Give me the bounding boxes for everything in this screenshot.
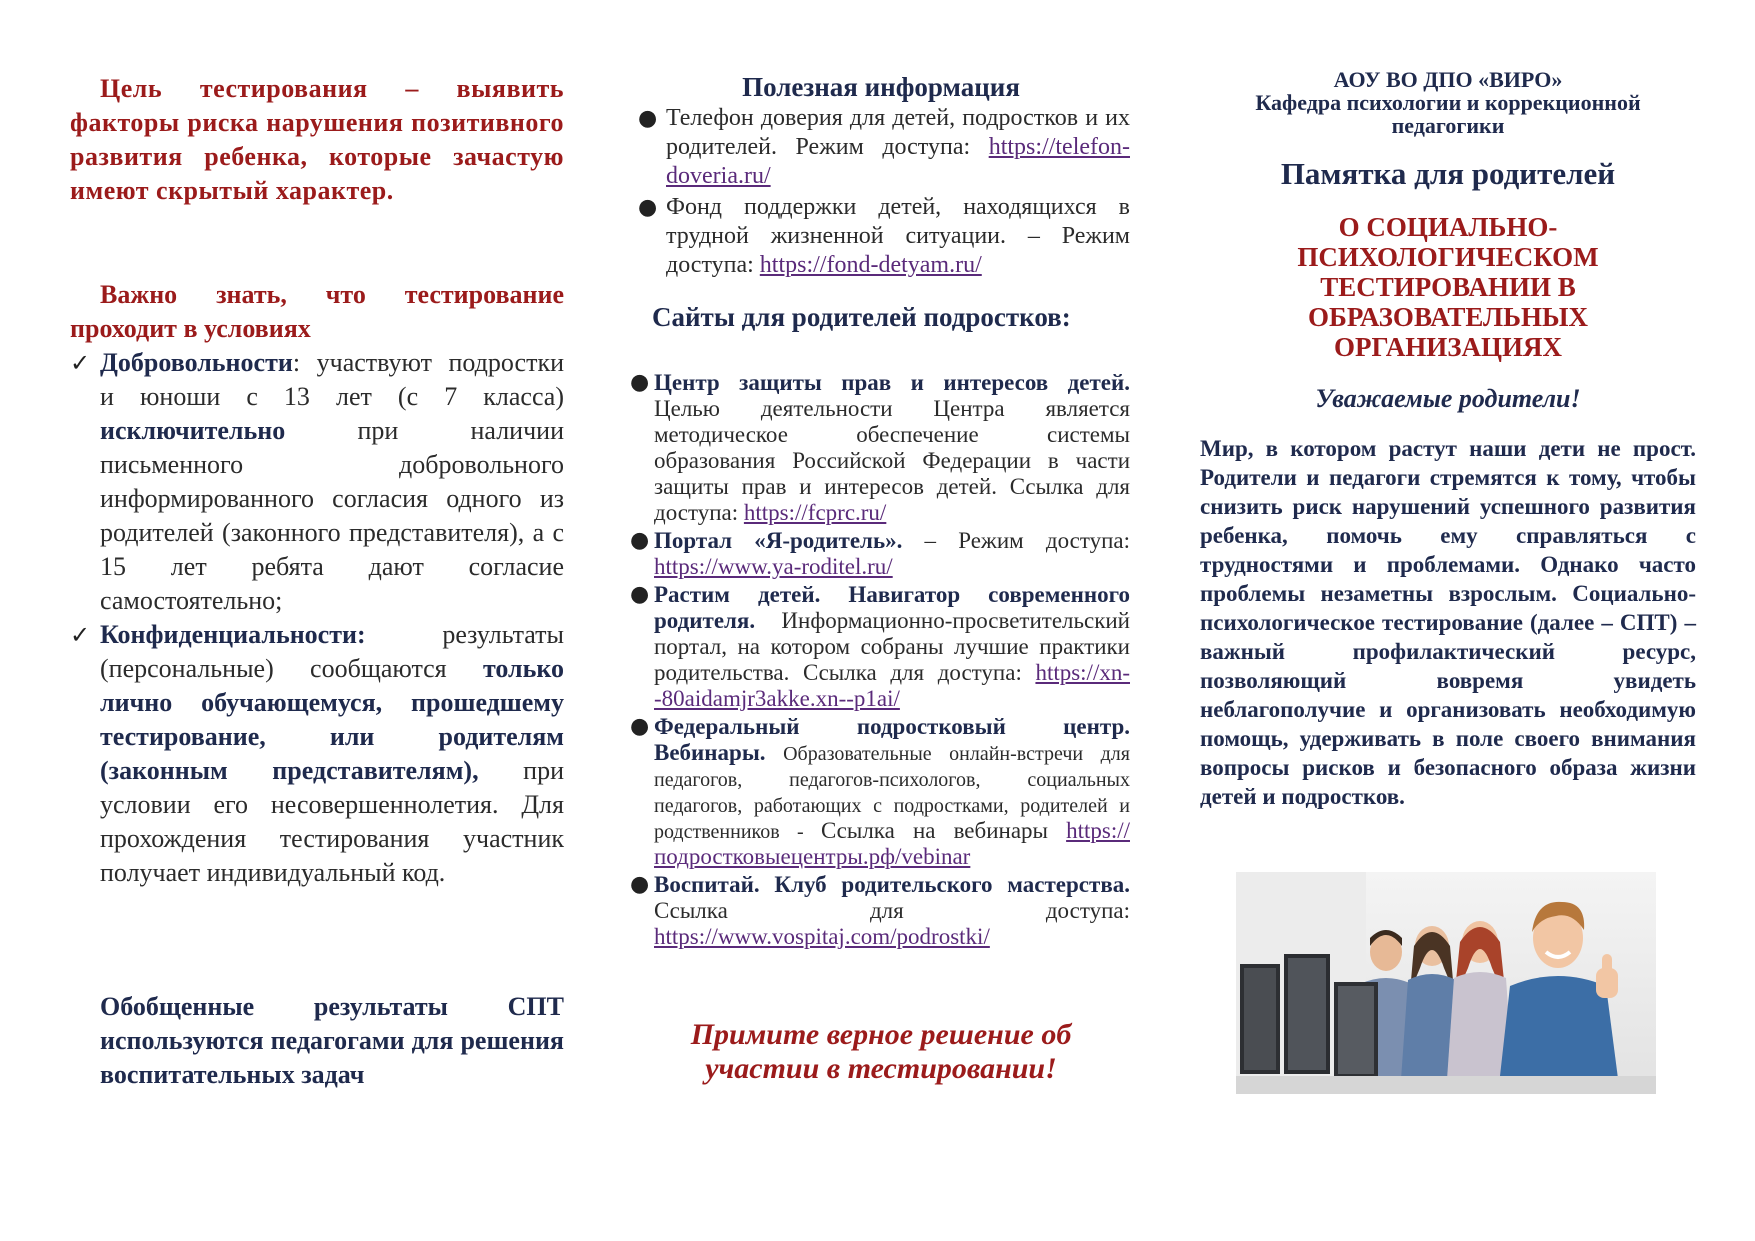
site-name: Воспитай. Клуб родительского мастерства. — [654, 872, 1130, 897]
condition-emphasis: исключительно — [100, 416, 286, 445]
navigator-link[interactable]: https://xn--80aidamjr3akke.xn--p1ai/ — [654, 660, 1130, 711]
hotline-link[interactable]: https://telefon-doveria.ru/ — [666, 134, 1130, 189]
monitor — [1240, 964, 1280, 1074]
site-name: Центр защиты прав и интересов детей. — [654, 370, 1130, 395]
results-summary: Обобщенные результаты СПТ используются педагогами для решения воспитательных задач — [100, 992, 564, 1089]
condition-text: результаты (персональные) сообщаются — [100, 620, 564, 683]
conditions-list — [70, 346, 564, 890]
desk — [1236, 1076, 1656, 1094]
organization-header — [1200, 68, 1696, 137]
site-description: Ссылка для доступа: — [654, 898, 1130, 923]
list-item — [632, 104, 1130, 191]
condition-voluntary — [70, 346, 564, 618]
list-item — [632, 872, 1130, 950]
ya-roditel-link[interactable]: https://www.ya-roditel.ru/ — [654, 554, 893, 579]
site-description: Ссылка на вебинары — [821, 818, 1067, 843]
organization-name: АОУ ВО ДПО «ВИРО» — [1333, 67, 1563, 92]
greeting: Уважаемые родители! — [1315, 384, 1581, 413]
testing-goal: Цель тестирования – выявить факторы риска нарушения позитивного развития ребенка, которые зачастую имеют скрытый характер. — [70, 74, 564, 205]
fcprc-link[interactable]: https://fcprc.ru/ — [743, 500, 887, 525]
site-description: Целью деятельности Центра является методическое обеспечение системы образования Российской Федерации в части защиты прав и интересов детей. Ссылка для доступа: — [654, 396, 1130, 525]
parent-sites-list — [632, 370, 1130, 952]
site-name: Федеральный подростковый центр. Вебинары. — [654, 714, 1130, 765]
item-text: Фонд поддержки детей, находящихся в трудной жизненной ситуации. – Режим доступа: — [666, 194, 1130, 278]
bullet-icon: ● — [638, 195, 658, 220]
fund-link[interactable]: https://fond-detyam.ru/ — [759, 252, 982, 278]
list-item — [632, 193, 1130, 280]
bullet-icon: ● — [630, 528, 650, 553]
list-item — [632, 582, 1130, 712]
item-text: Телефон доверия для детей, подростков и их родителей. Режим доступа: — [666, 105, 1130, 160]
useful-info-list — [632, 104, 1130, 282]
monitor — [1334, 982, 1378, 1078]
check-icon: ✓ — [70, 621, 91, 649]
site-description: Информационно-просветительский портал, на котором собраны лучшие практики родительства. Ссылка для доступа: — [654, 608, 1130, 685]
check-icon: ✓ — [70, 349, 91, 377]
condition-term: Конфиденциальности: — [100, 620, 366, 649]
site-name: Портал «Я-родитель». — [654, 528, 903, 553]
bullet-icon: ● — [630, 582, 650, 607]
list-item — [632, 714, 1130, 870]
webinar-link[interactable]: https://подростковыецентры.рф/vebinar — [654, 818, 1130, 869]
memo-title: Памятка для родителей — [1280, 156, 1616, 191]
memo-subject: О СОЦИАЛЬНО-ПСИХОЛОГИЧЕСКОМ ТЕСТИРОВАНИИ В ОБРАЗОВАТЕЛЬНЫХ ОРГАНИЗАЦИЯХ — [1297, 212, 1599, 362]
department-name: Кафедра психологии и коррекционной педагогики — [1255, 90, 1641, 138]
intro-text: Мир, в котором растут наши дети не прост. Родители и педагоги стремятся к тому, чтобы снизить риск нарушений успешного развития ребенка, помочь ему справляться с трудностями и проблемами. Однако часто проблемы незаметны взрослым. Социально-психологическое тестирование (далее – СПТ) – важный профилактический ресурс, позволяющий вовремя увидеть неблагополучие и организовать необходимую помощь, удерживать в поле своего внимания вопросы рисков и безопасного образа жизни детей и подростков. — [1200, 436, 1696, 809]
list-item — [632, 528, 1130, 580]
condition-term: Добровольности — [100, 348, 293, 377]
vospitaj-link[interactable]: https://www.vospitaj.com/podrostki/ — [654, 924, 990, 949]
bullet-icon: ● — [638, 106, 658, 131]
closing-appeal: Примите верное решение об участии в тестировании! — [690, 1018, 1072, 1085]
site-name: Растим детей. Навигатор современного родителя. — [654, 582, 1130, 633]
bullet-icon: ● — [630, 872, 650, 897]
monitor — [1284, 954, 1330, 1074]
students-photo — [1236, 872, 1656, 1094]
students-illustration — [1236, 872, 1656, 1094]
bullet-icon: ● — [630, 714, 650, 739]
condition-text: : участвуют подростки и юноши с 13 лет (с 7 класса) — [100, 348, 564, 411]
important-note: Важно знать, что тестирование проходит в условиях — [70, 280, 564, 343]
condition-emphasis: только лично обучающемуся, прошедшему тестирование, или родителям (законным представителям), — [100, 654, 564, 785]
site-description: – Режим доступа: — [902, 528, 1130, 553]
useful-info-title: Полезная информация — [742, 72, 1020, 102]
parent-sites-title: Сайты для родителей подростков: — [652, 302, 1071, 332]
list-item — [632, 370, 1130, 526]
bullet-icon: ● — [630, 370, 650, 395]
condition-text: при условии его несовершеннолетия. Для прохождения тестирования участник получает индивидуальный код. — [100, 756, 564, 887]
condition-text: при наличии письменного добровольного информированного согласия одного из родителей (законного представителя), а с 15 лет ребята дают согласие самостоятельно; — [100, 416, 564, 615]
site-description: Образовательные онлайн-встречи для педагогов, педагогов-психологов, социальных педагогов, работающих с подростками, родителей и родственников - — [654, 743, 1130, 843]
condition-confidential — [70, 618, 564, 890]
